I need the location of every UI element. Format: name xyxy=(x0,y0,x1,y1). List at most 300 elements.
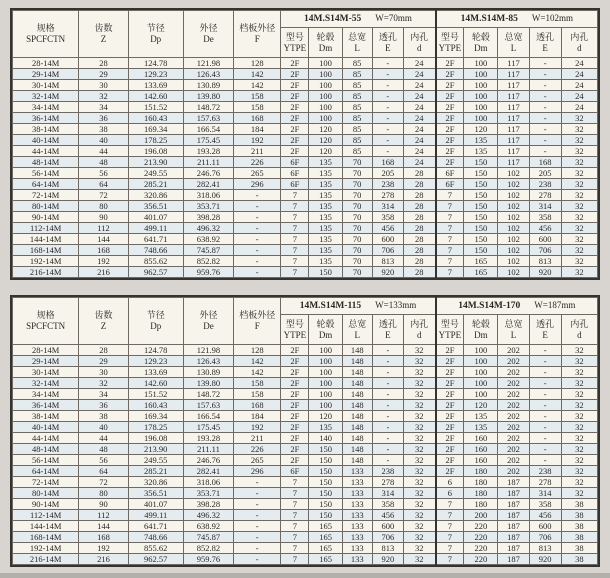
cell: 205 xyxy=(372,168,403,179)
table-row xyxy=(13,444,598,455)
cell: - xyxy=(372,356,403,367)
cell: 748.66 xyxy=(128,245,183,256)
cell: 265 xyxy=(234,168,281,179)
cell: 133 xyxy=(342,554,372,565)
cell: 220 xyxy=(464,532,498,543)
cell: 178.25 xyxy=(128,135,183,146)
cell: 100 xyxy=(309,356,342,367)
header-row-1 xyxy=(13,298,598,315)
cell: 100 xyxy=(309,400,342,411)
cell: 7 xyxy=(436,234,464,245)
cell: 28 xyxy=(403,212,435,223)
col-header-f: 档板外径 F xyxy=(234,11,281,58)
cell: 852.82 xyxy=(183,256,233,267)
cell: 32 xyxy=(561,378,597,389)
cell: 32-14M xyxy=(13,91,79,102)
cell: 150 xyxy=(464,223,498,234)
cell: 7 xyxy=(281,510,309,521)
cell: 706 xyxy=(372,532,403,543)
cell: 282.41 xyxy=(183,466,233,477)
cell: 38 xyxy=(561,499,597,510)
cell: 314 xyxy=(529,201,561,212)
cell: 496.32 xyxy=(183,510,233,521)
cell: 100 xyxy=(309,69,342,80)
cell: 144-14M xyxy=(13,234,79,245)
cell: 314 xyxy=(529,488,561,499)
cell: 7 xyxy=(436,256,464,267)
cell: 7 xyxy=(281,267,309,278)
cell: 32 xyxy=(403,367,435,378)
cell: 100 xyxy=(309,80,342,91)
cell: 32 xyxy=(561,411,597,422)
cell: 193.28 xyxy=(183,433,233,444)
cell: 7 xyxy=(281,477,309,488)
cell: 2F xyxy=(281,113,309,124)
cell: 30-14M xyxy=(13,367,79,378)
cell: 135 xyxy=(309,223,342,234)
cell: 192 xyxy=(234,135,281,146)
cell: 102 xyxy=(498,190,529,201)
cell: 456 xyxy=(529,510,561,521)
cell: 296 xyxy=(234,466,281,477)
cell: 100 xyxy=(464,345,498,356)
cell: 238 xyxy=(529,466,561,477)
table-row xyxy=(13,146,598,157)
cell: 7 xyxy=(281,488,309,499)
subcol-ytpe-170: 型号 YTPE xyxy=(436,315,464,345)
cell: 813 xyxy=(372,256,403,267)
cell: 7 xyxy=(281,223,309,234)
cell: 133 xyxy=(342,510,372,521)
cell: 32 xyxy=(403,433,435,444)
cell: 959.76 xyxy=(183,267,233,278)
cell: 148 xyxy=(342,389,372,400)
cell: 168 xyxy=(529,157,561,168)
cell: - xyxy=(372,58,403,69)
cell: 7 xyxy=(281,543,309,554)
cell: 90 xyxy=(79,212,128,223)
cell: 36 xyxy=(79,400,128,411)
table-row xyxy=(13,367,598,378)
group-header-85: 14M.S14M-85 W=102mm xyxy=(436,11,598,28)
cell: 168 xyxy=(372,157,403,168)
cell: 920 xyxy=(372,267,403,278)
cell: 180 xyxy=(464,499,498,510)
cell: 32 xyxy=(561,146,597,157)
subcol-l-170: 总宽 L xyxy=(498,315,529,345)
cell: 193.28 xyxy=(183,146,233,157)
col-header-dp: 节径 Dp xyxy=(128,298,183,345)
table-row xyxy=(13,345,598,356)
table-row xyxy=(13,389,598,400)
cell: 24 xyxy=(561,91,597,102)
cell: 48 xyxy=(79,157,128,168)
cell: 102 xyxy=(498,168,529,179)
cell: 128 xyxy=(234,58,281,69)
cell: 7 xyxy=(436,245,464,256)
cell: 6F xyxy=(436,168,464,179)
cell: 32 xyxy=(561,477,597,488)
cell: 2F xyxy=(436,356,464,367)
cell: 7 xyxy=(281,499,309,510)
cell: 133.69 xyxy=(128,80,183,91)
cell: 187 xyxy=(498,499,529,510)
cell: 157.63 xyxy=(183,113,233,124)
cell: 249.55 xyxy=(128,168,183,179)
cell: 70 xyxy=(342,212,372,223)
cell: 150 xyxy=(464,234,498,245)
cell: - xyxy=(529,91,561,102)
cell: 32 xyxy=(561,389,597,400)
cell: 496.32 xyxy=(183,223,233,234)
cell: - xyxy=(372,345,403,356)
cell: 85 xyxy=(342,102,372,113)
cell: 135 xyxy=(309,168,342,179)
table-row xyxy=(13,80,598,91)
cell: 32 xyxy=(561,433,597,444)
cell: 32 xyxy=(403,488,435,499)
cell: 158 xyxy=(234,102,281,113)
cell: 124.78 xyxy=(128,345,183,356)
cell: 278 xyxy=(529,190,561,201)
cell: 24 xyxy=(403,157,435,168)
cell: 48 xyxy=(79,444,128,455)
cell: 456 xyxy=(372,223,403,234)
cell: 600 xyxy=(372,521,403,532)
cell: 7 xyxy=(436,554,464,565)
cell: 202 xyxy=(498,367,529,378)
cell: 150 xyxy=(309,488,342,499)
cell: 150 xyxy=(309,510,342,521)
cell: 32 xyxy=(79,378,128,389)
cell: 112-14M xyxy=(13,510,79,521)
cell: 24 xyxy=(561,80,597,91)
cell: 148 xyxy=(342,400,372,411)
cell: 7 xyxy=(436,532,464,543)
cell: 32 xyxy=(561,245,597,256)
cell: 226 xyxy=(234,157,281,168)
cell: 7 xyxy=(436,212,464,223)
cell: 133 xyxy=(342,477,372,488)
cell: 100 xyxy=(309,345,342,356)
cell: 249.55 xyxy=(128,455,183,466)
cell: 356.51 xyxy=(128,488,183,499)
cell: 90 xyxy=(79,499,128,510)
cell: 2F xyxy=(281,102,309,113)
cell: 278 xyxy=(529,477,561,488)
cell: 32 xyxy=(403,400,435,411)
cell: 32 xyxy=(403,521,435,532)
cell: 148 xyxy=(342,378,372,389)
cell: 130.89 xyxy=(183,80,233,91)
cell: 187 xyxy=(498,488,529,499)
cell: 202 xyxy=(498,433,529,444)
cell: 192 xyxy=(79,543,128,554)
cell: 29 xyxy=(79,69,128,80)
cell: 32 xyxy=(561,168,597,179)
cell: 135 xyxy=(464,135,498,146)
cell: 745.87 xyxy=(183,532,233,543)
cell: 202 xyxy=(498,345,529,356)
cell: 56 xyxy=(79,455,128,466)
cell: 499.11 xyxy=(128,223,183,234)
cell: 216-14M xyxy=(13,554,79,565)
cell: 28 xyxy=(403,168,435,179)
cell: 314 xyxy=(372,201,403,212)
cell: 38 xyxy=(561,554,597,565)
cell: 70 xyxy=(342,168,372,179)
cell: 72-14M xyxy=(13,477,79,488)
cell: 117 xyxy=(498,102,529,113)
cell: - xyxy=(372,113,403,124)
subcol-ytpe-115: 型号 YTPE xyxy=(281,315,309,345)
cell: 202 xyxy=(498,411,529,422)
cell: 38 xyxy=(561,510,597,521)
cell: 2F xyxy=(281,400,309,411)
cell: 7 xyxy=(436,201,464,212)
cell: 2F xyxy=(436,58,464,69)
cell: 148 xyxy=(342,367,372,378)
cell: 34-14M xyxy=(13,102,79,113)
cell: 2F xyxy=(436,455,464,466)
cell: 133.69 xyxy=(128,367,183,378)
cell: 24 xyxy=(403,135,435,146)
cell: 28 xyxy=(403,245,435,256)
subcol-d-170: 内孔 d xyxy=(561,315,597,345)
cell: 7 xyxy=(281,201,309,212)
cell: 160.43 xyxy=(128,113,183,124)
cell: 202 xyxy=(498,389,529,400)
cell: 56 xyxy=(79,168,128,179)
cell: 135 xyxy=(309,256,342,267)
cell: 745.87 xyxy=(183,245,233,256)
cell: 150 xyxy=(464,245,498,256)
cell: - xyxy=(529,58,561,69)
cell: 121.98 xyxy=(183,58,233,69)
cell: 2F xyxy=(436,400,464,411)
cell: 32 xyxy=(403,477,435,488)
cell: 2F xyxy=(281,411,309,422)
cell: 24 xyxy=(403,113,435,124)
cell: 100 xyxy=(464,102,498,113)
cell: 32 xyxy=(561,201,597,212)
cell: 216 xyxy=(79,554,128,565)
cell: 70 xyxy=(342,223,372,234)
cell: 85 xyxy=(342,135,372,146)
cell: 32 xyxy=(561,256,597,267)
cell: 6F xyxy=(436,179,464,190)
cell: 2F xyxy=(436,146,464,157)
cell: 32 xyxy=(561,157,597,168)
cell: - xyxy=(234,234,281,245)
cell: 180 xyxy=(464,477,498,488)
cell: - xyxy=(234,190,281,201)
cell: 353.71 xyxy=(183,201,233,212)
subcol-d-55: 内孔 d xyxy=(403,28,435,58)
cell: - xyxy=(234,201,281,212)
cell: 32 xyxy=(561,455,597,466)
cell: 28 xyxy=(403,223,435,234)
cell: 32 xyxy=(561,190,597,201)
cell: 135 xyxy=(309,201,342,212)
cell: 32 xyxy=(561,223,597,234)
cell: 100 xyxy=(309,102,342,113)
table-row xyxy=(13,168,598,179)
cell: 7 xyxy=(281,521,309,532)
cell: 117 xyxy=(498,124,529,135)
cell: 124.78 xyxy=(128,58,183,69)
cell: 2F xyxy=(281,80,309,91)
cell: 129.23 xyxy=(128,69,183,80)
cell: 32 xyxy=(561,267,597,278)
cell: 278 xyxy=(372,477,403,488)
cell: 296 xyxy=(234,179,281,190)
cell: 169.34 xyxy=(128,124,183,135)
cell: 2F xyxy=(436,444,464,455)
cell: 7 xyxy=(281,234,309,245)
cell: - xyxy=(372,80,403,91)
cell: 184 xyxy=(234,411,281,422)
cell: 135 xyxy=(309,157,342,168)
cell: 32 xyxy=(403,356,435,367)
cell: 600 xyxy=(372,234,403,245)
cell: 85 xyxy=(342,58,372,69)
cell: 202 xyxy=(498,422,529,433)
cell: 38 xyxy=(79,124,128,135)
cell: 150 xyxy=(309,466,342,477)
cell: - xyxy=(529,422,561,433)
cell: - xyxy=(372,102,403,113)
cell: 2F xyxy=(281,433,309,444)
cell: 192-14M xyxy=(13,543,79,554)
cell: 133 xyxy=(342,532,372,543)
cell: 148 xyxy=(342,444,372,455)
cell: 100 xyxy=(309,58,342,69)
cell: 100 xyxy=(309,91,342,102)
cell: 133 xyxy=(342,543,372,554)
cell: 100 xyxy=(464,113,498,124)
cell: 187 xyxy=(498,477,529,488)
table-row xyxy=(13,499,598,510)
cell: 100 xyxy=(309,378,342,389)
cell: 24 xyxy=(403,102,435,113)
cell: 24 xyxy=(403,124,435,135)
cell: - xyxy=(234,554,281,565)
col-header-de: 外径 De xyxy=(183,11,233,58)
cell: 196.08 xyxy=(128,146,183,157)
cell: 40-14M xyxy=(13,422,79,433)
cell: 168 xyxy=(79,532,128,543)
cell: 220 xyxy=(464,521,498,532)
cell: 64-14M xyxy=(13,179,79,190)
table-row xyxy=(13,179,598,190)
table-row xyxy=(13,554,598,565)
cell: 142 xyxy=(234,69,281,80)
spec-table-lower xyxy=(10,295,600,567)
cell: 148 xyxy=(342,411,372,422)
cell: 135 xyxy=(309,212,342,223)
cell: 157.63 xyxy=(183,400,233,411)
cell: 2F xyxy=(281,455,309,466)
cell: 32 xyxy=(403,543,435,554)
cell: 959.76 xyxy=(183,554,233,565)
cell: 24 xyxy=(403,91,435,102)
table-row xyxy=(13,245,598,256)
cell: 202 xyxy=(498,400,529,411)
cell: 32 xyxy=(561,113,597,124)
cell: 2F xyxy=(281,422,309,433)
cell: - xyxy=(529,433,561,444)
cell: - xyxy=(529,102,561,113)
cell: 314 xyxy=(372,488,403,499)
col-header-f: 档板外径 F xyxy=(234,298,281,345)
cell: 150 xyxy=(464,179,498,190)
subcol-l-115: 总宽 L xyxy=(342,315,372,345)
cell: 151.52 xyxy=(128,102,183,113)
cell: 2F xyxy=(436,378,464,389)
cell: 72 xyxy=(79,477,128,488)
cell: 158 xyxy=(234,378,281,389)
cell: 38 xyxy=(561,543,597,554)
cell: 32 xyxy=(403,554,435,565)
cell: - xyxy=(234,532,281,543)
cell: 100 xyxy=(464,58,498,69)
table-row xyxy=(13,466,598,477)
cell: 32 xyxy=(403,422,435,433)
cell: 36-14M xyxy=(13,400,79,411)
cell: 28 xyxy=(403,256,435,267)
cell: 142 xyxy=(234,356,281,367)
cell: 32 xyxy=(403,389,435,400)
cell: 2F xyxy=(281,444,309,455)
cell: - xyxy=(529,124,561,135)
cell: 216 xyxy=(79,267,128,278)
cell: 117 xyxy=(498,135,529,146)
cell: 139.80 xyxy=(183,91,233,102)
cell: 135 xyxy=(464,411,498,422)
cell: 2F xyxy=(281,135,309,146)
cell: 202 xyxy=(498,444,529,455)
cell: 2F xyxy=(436,389,464,400)
cell: 32 xyxy=(79,91,128,102)
cell: 38 xyxy=(561,532,597,543)
cell: 202 xyxy=(498,378,529,389)
cell: 32 xyxy=(403,411,435,422)
cell: 34 xyxy=(79,102,128,113)
cell: 28 xyxy=(403,267,435,278)
cell: 175.45 xyxy=(183,135,233,146)
table-row xyxy=(13,267,598,278)
cell: 2F xyxy=(436,135,464,146)
cell: 401.07 xyxy=(128,499,183,510)
cell: - xyxy=(529,444,561,455)
cell: 6F xyxy=(281,179,309,190)
cell: 168 xyxy=(79,245,128,256)
subcol-ytpe-85: 型号 YTPE xyxy=(436,28,464,58)
cell: 44-14M xyxy=(13,433,79,444)
cell: 32-14M xyxy=(13,378,79,389)
cell: 246.76 xyxy=(183,455,233,466)
cell: 2F xyxy=(436,411,464,422)
cell: 600 xyxy=(529,234,561,245)
cell: 2F xyxy=(436,367,464,378)
cell: 72-14M xyxy=(13,190,79,201)
group-header-55: 14M.S14M-55 W=70mm xyxy=(281,11,436,28)
cell: 7 xyxy=(281,212,309,223)
cell: 920 xyxy=(529,267,561,278)
table-row xyxy=(13,455,598,466)
cell: 7 xyxy=(436,499,464,510)
